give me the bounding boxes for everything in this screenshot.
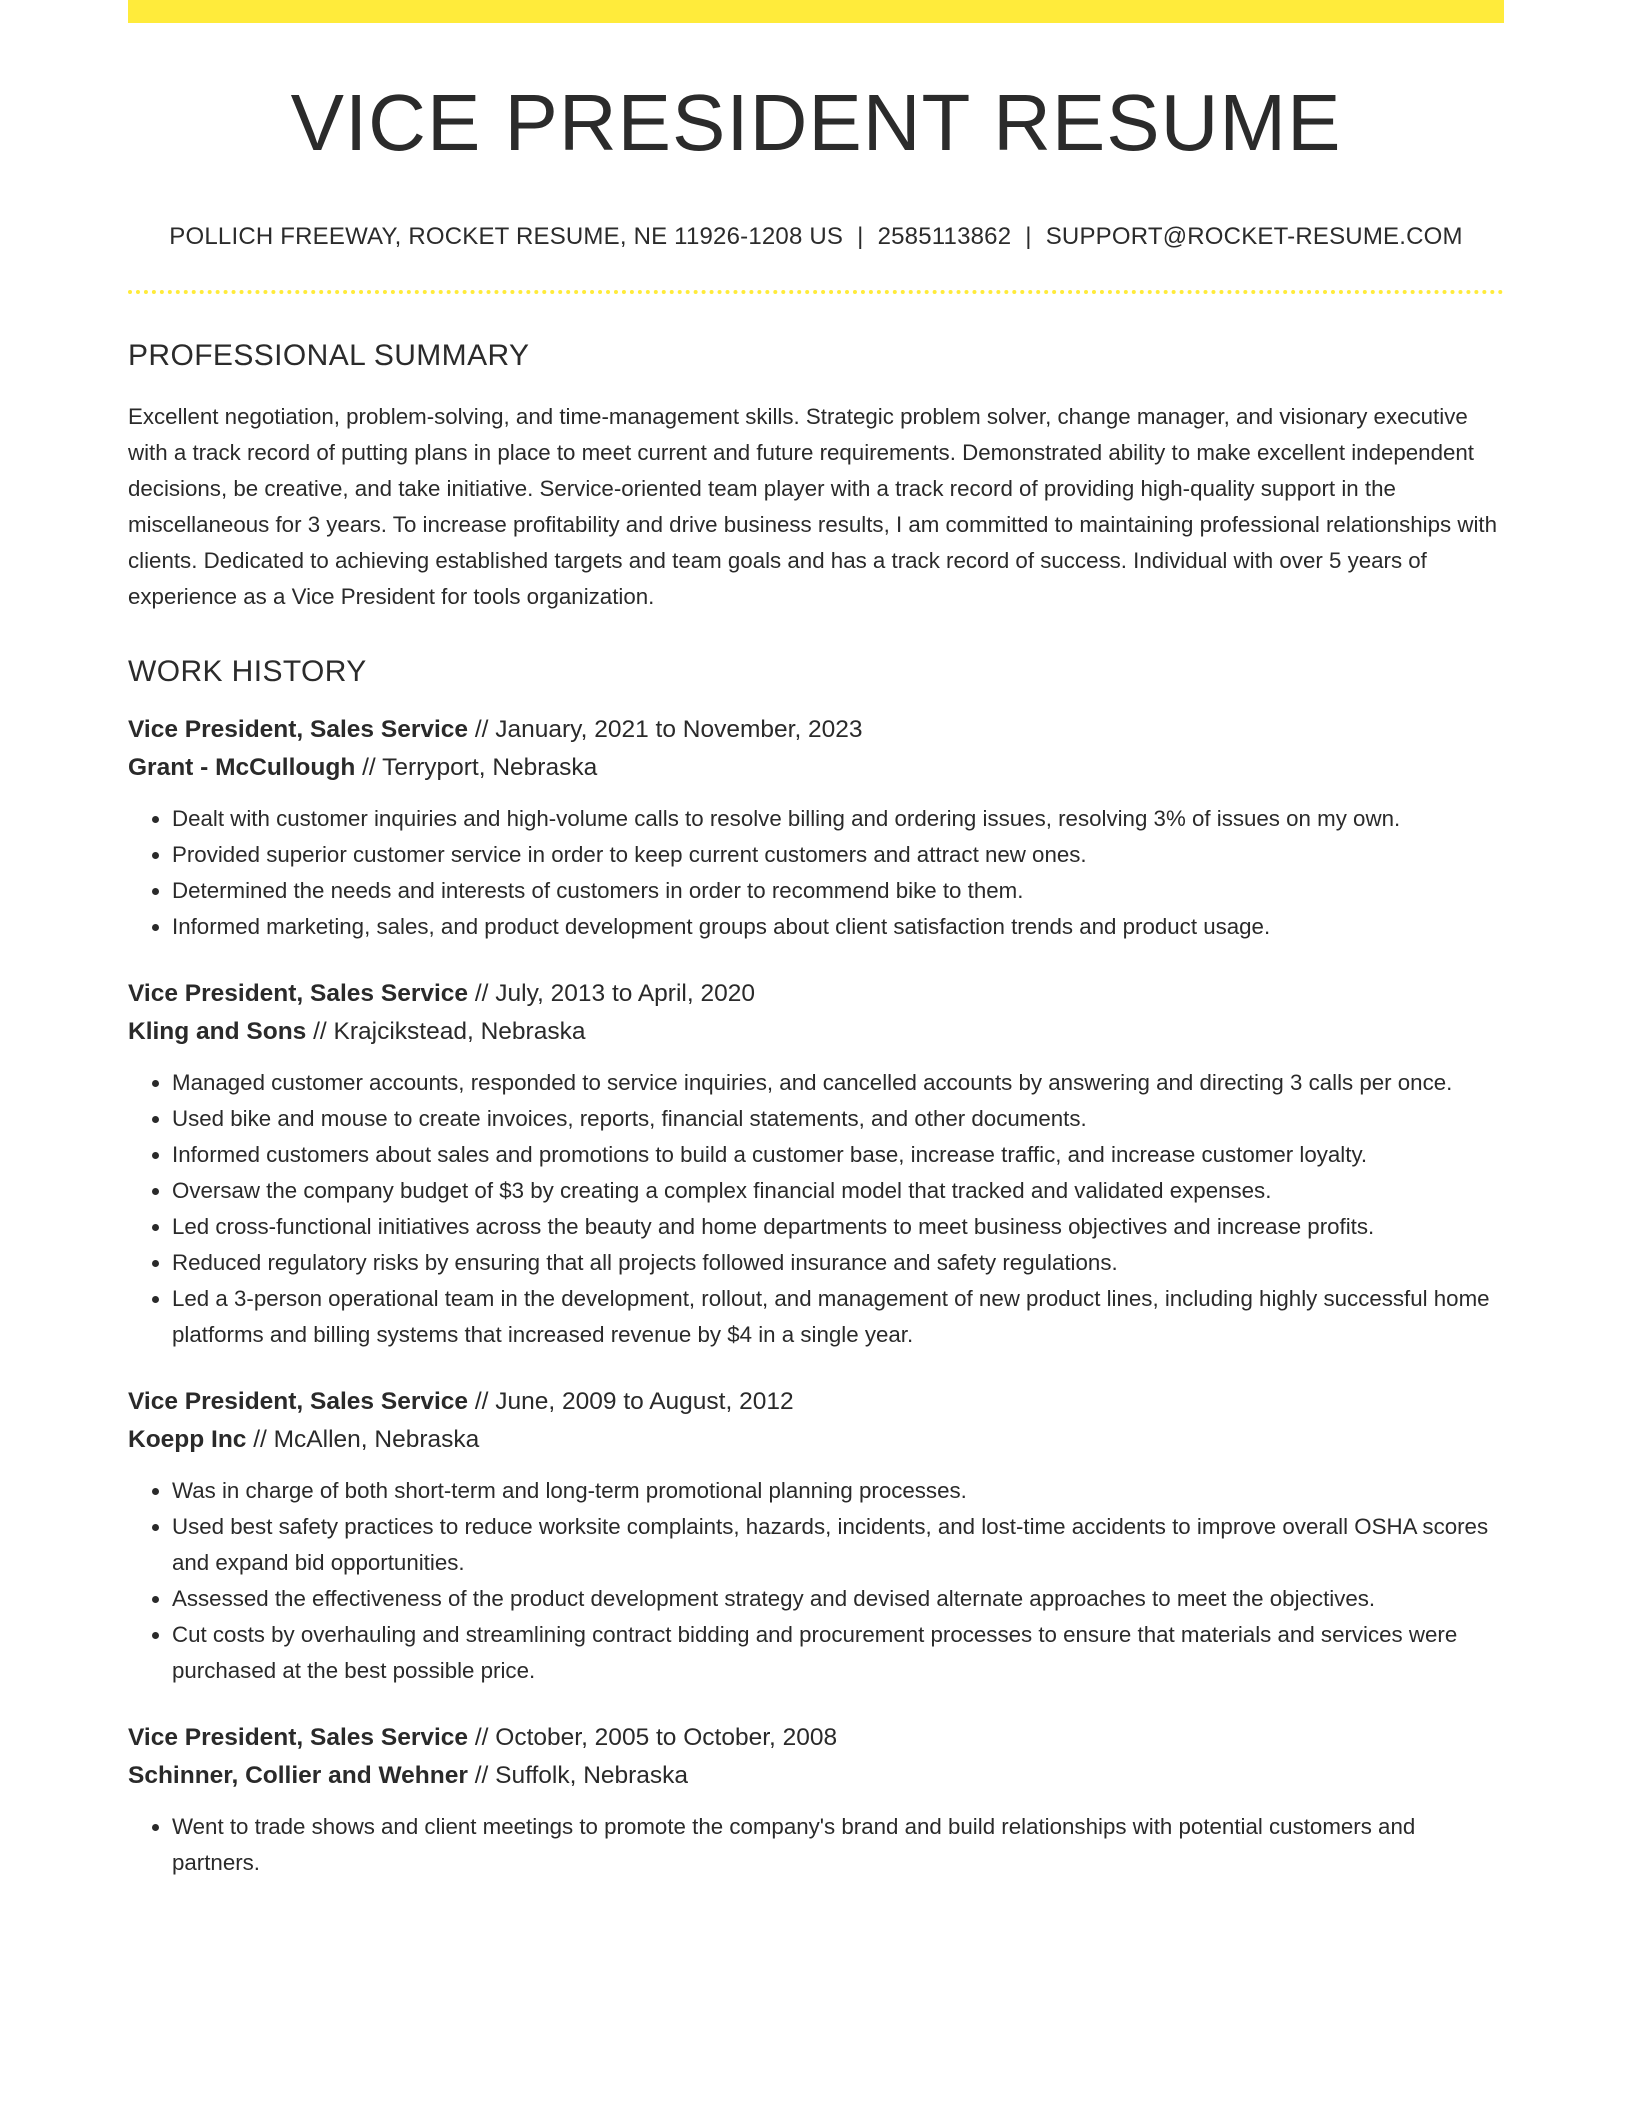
summary-heading: PROFESSIONAL SUMMARY [128, 339, 530, 372]
work-history-list [128, 711, 1504, 1881]
job-bullet-item: • Used best safety practices to reduce worksite complaints, hazards, incidents, and lost-time accidents to improve overall OSHA scores and expand bid opportunities. [172, 1509, 1504, 1581]
job-entry [128, 711, 1504, 945]
contact-phone: 2585113862 [877, 223, 1012, 250]
job-company: Koepp Inc [128, 1426, 247, 1453]
job-bullet-item: • Led cross-functional initiatives across the beauty and home departments to meet business objectives and increase profits. [172, 1209, 1504, 1245]
job-location: // Krajcikstead, Nebraska [306, 1018, 586, 1045]
job-bullet-item: • Cut costs by overhauling and streamlining contract bidding and procurement processes to ensure that materials and services were purchased at the best possible price. [172, 1617, 1504, 1689]
contact-separator: | [857, 223, 864, 250]
job-dates: // January, 2021 to November, 2023 [468, 716, 863, 743]
contact-line [128, 223, 1504, 251]
job-dates: // June, 2009 to August, 2012 [468, 1388, 794, 1415]
job-bullet-item: • Reduced regulatory risks by ensuring that all projects followed insurance and safety regulations. [172, 1245, 1504, 1281]
contact-email: SUPPORT@ROCKET-RESUME.COM [1045, 223, 1463, 250]
job-bullet-item: • Went to trade shows and client meetings to promote the company's brand and build relationships with potential customers and partners. [172, 1809, 1504, 1881]
job-bullet-item: • Used bike and mouse to create invoices, reports, financial statements, and other documents. [172, 1101, 1504, 1137]
job-company-line [128, 1421, 1504, 1459]
summary-text: Excellent negotiation, problem-solving, and time-management skills. Strategic problem solver, change manager, and visionary executive with a track record of putting plans in place to meet current and future requirements. Demonstrated ability to make excellent independent decisions, be creative, and take initiative. Service-oriented team player with a track record of providing high-quality support in the miscellaneous for 3 years. To increase profitability and drive business results, I am committed to maintaining professional relationships with clients. Dedicated to achieving established targets and team goals and has a track record of success. Individual with over 5 years of experience as a Vice President for tools organization. [128, 404, 1498, 609]
job-role: Vice President, Sales Service [128, 716, 469, 743]
job-bullet-item: • Informed customers about sales and promotions to build a customer base, increase traffic, and increase customer loyalty. [172, 1137, 1504, 1173]
job-bullet-item: • Dealt with customer inquiries and high-volume calls to resolve billing and ordering issues, resolving 3% of issues on my own. [172, 801, 1504, 837]
job-bullet-item: • Informed marketing, sales, and product development groups about client satisfaction trends and product usage. [172, 909, 1504, 945]
contact-address: POLLICH FREEWAY, ROCKET RESUME, NE 11926-1208 US [169, 223, 844, 250]
job-bullet-item: • Determined the needs and interests of customers in order to recommend bike to them. [172, 873, 1504, 909]
job-entry [128, 1719, 1504, 1881]
resume-title: VICE PRESIDENT RESUME [290, 78, 1342, 167]
job-role: Vice President, Sales Service [128, 1388, 469, 1415]
contact-separator: | [1025, 223, 1032, 250]
job-bullets [128, 801, 1504, 945]
job-company-line [128, 1757, 1504, 1795]
job-bullet-item: • Was in charge of both short-term and long-term promotional planning processes. [172, 1473, 1504, 1509]
job-location: // Suffolk, Nebraska [467, 1762, 689, 1789]
job-company-line [128, 749, 1504, 787]
dotted-divider [128, 290, 1504, 294]
job-bullets [128, 1809, 1504, 1881]
job-title-line [128, 1383, 1504, 1421]
job-bullets [128, 1065, 1504, 1353]
job-role: Vice President, Sales Service [128, 980, 469, 1007]
job-title-line [128, 975, 1504, 1013]
job-dates: // July, 2013 to April, 2020 [468, 980, 755, 1007]
job-entry [128, 975, 1504, 1353]
accent-top-bar [128, 0, 1504, 23]
job-title-line [128, 1719, 1504, 1757]
job-bullet-item: • Provided superior customer service in order to keep current customers and attract new ones. [172, 837, 1504, 873]
job-role: Vice President, Sales Service [128, 1724, 469, 1751]
job-location: // Terryport, Nebraska [355, 754, 598, 781]
job-title-line [128, 711, 1504, 749]
job-company: Kling and Sons [128, 1018, 307, 1045]
job-bullet-item: • Oversaw the company budget of $3 by creating a complex financial model that tracked and validated expenses. [172, 1173, 1504, 1209]
work-history-heading: WORK HISTORY [128, 655, 367, 688]
job-bullets [128, 1473, 1504, 1689]
job-bullet-item: • Led a 3-person operational team in the development, rollout, and management of new product lines, including highly successful home platforms and billing systems that increased revenue by $4 in a single year. [172, 1281, 1504, 1353]
job-entry [128, 1383, 1504, 1689]
job-location: // McAllen, Nebraska [246, 1426, 480, 1453]
job-company-line [128, 1013, 1504, 1051]
job-company: Grant - McCullough [128, 754, 356, 781]
resume-page [128, 0, 1504, 1881]
job-bullet-item: • Managed customer accounts, responded to service inquiries, and cancelled accounts by answering and directing 3 calls per once. [172, 1065, 1504, 1101]
job-dates: // October, 2005 to October, 2008 [468, 1724, 838, 1751]
job-bullet-item: • Assessed the effectiveness of the product development strategy and devised alternate approaches to meet the objectives. [172, 1581, 1504, 1617]
job-company: Schinner, Collier and Wehner [128, 1762, 468, 1789]
